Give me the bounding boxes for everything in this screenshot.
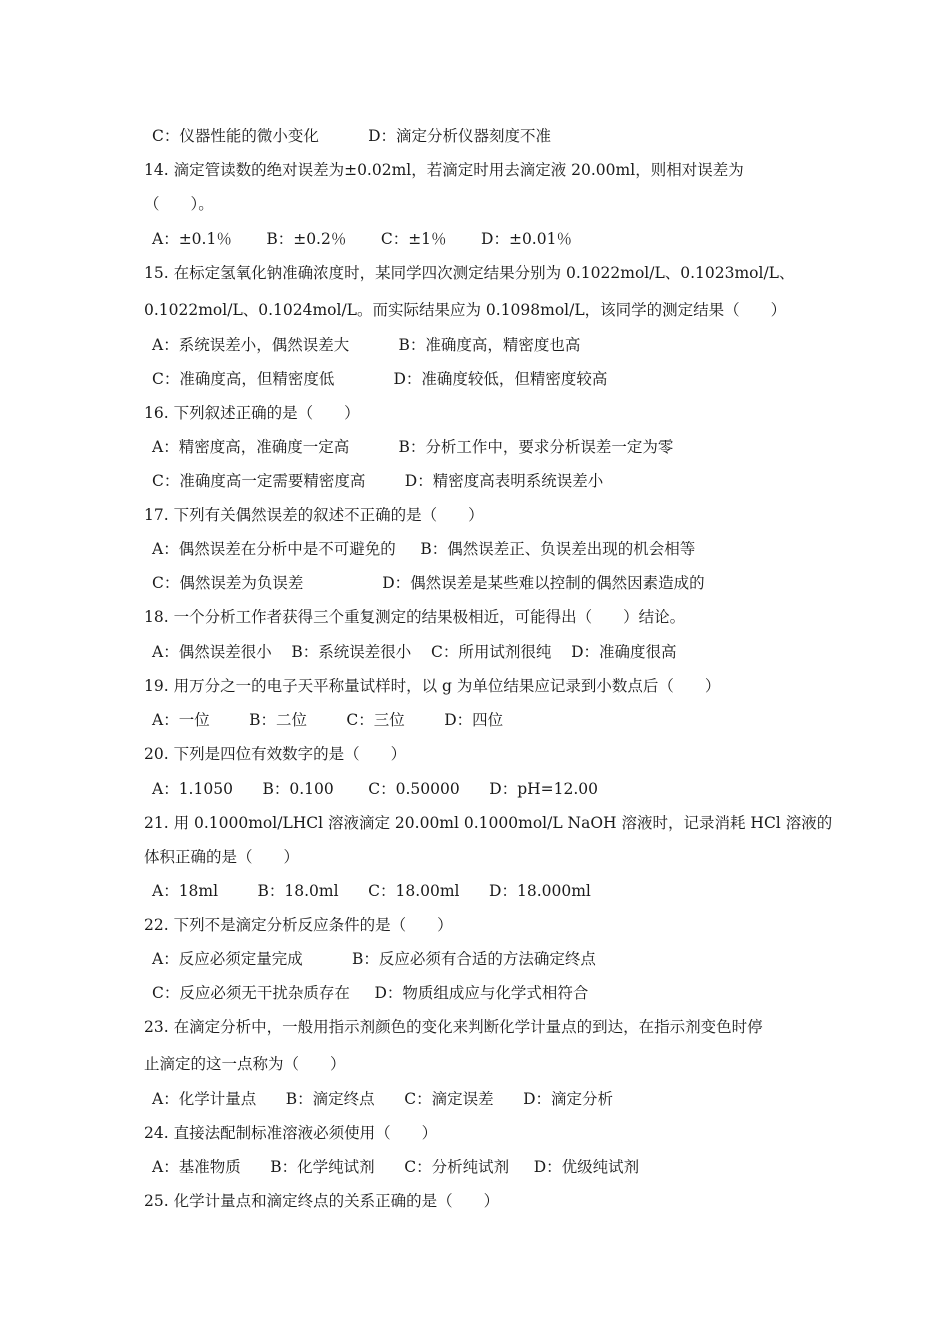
question-line: 14. 滴定管读数的绝对误差为±0.02ml，若滴定时用去滴定液 20.00ml，则相对误差为 <box>144 161 744 179</box>
question-line: 17. 下列有关偶然误差的叙述不正确的是（ ） <box>144 506 484 524</box>
option-line: A：一位 B：二位 C：三位 D：四位 <box>152 711 504 729</box>
question-line: 16. 下列叙述正确的是（ ） <box>144 404 360 422</box>
option-line: C：仪器性能的微小变化 D：滴定分析仪器刻度不准 <box>152 127 552 145</box>
option-line: A：18ml B：18.0ml C：18.00ml D：18.000ml <box>152 882 591 900</box>
question-continuation: 0.1022mol/L、0.1024mol/L。而实际结果应为 0.1098mol/L，该同学的测定结果（ ） <box>144 301 787 319</box>
question-line: 21. 用 0.1000mol/LHCl 溶液滴定 20.00ml 0.1000mol/L NaOH 溶液时，记录消耗 HCl 溶液的 <box>144 814 833 832</box>
question-continuation: （ ）。 <box>144 195 214 213</box>
question-line: 18. 一个分析工作者获得三个重复测定的结果极相近，可能得出（ ）结论。 <box>144 608 686 626</box>
question-continuation: 止滴定的这一点称为（ ） <box>144 1055 346 1073</box>
option-line: A：偶然误差很小 B：系统误差很小 C：所用试剂很纯 D：准确度很高 <box>152 643 677 661</box>
option-line: C：准确度高，但精密度低 D：准确度较低，但精密度较高 <box>152 370 608 388</box>
option-line: A：精密度高，准确度一定高 B：分析工作中，要求分析误差一定为零 <box>152 438 674 456</box>
option-line: C：偶然误差为负误差 D：偶然误差是某些难以控制的偶然因素造成的 <box>152 574 705 592</box>
question-continuation: 体积正确的是（ ） <box>144 848 300 866</box>
question-line: 25. 化学计量点和滴定终点的关系正确的是（ ） <box>144 1192 500 1210</box>
option-line: C：准确度高一定需要精密度高 D：精密度高表明系统误差小 <box>152 472 604 490</box>
option-line: C：反应必须无干扰杂质存在 D：物质组成应与化学式相符合 <box>152 984 589 1002</box>
question-line: 22. 下列不是滴定分析反应条件的是（ ） <box>144 916 453 934</box>
question-line: 23. 在滴定分析中，一般用指示剂颜色的变化来判断化学计量点的到达，在指示剂变色时停 <box>144 1018 763 1036</box>
option-line: A：反应必须定量完成 B：反应必须有合适的方法确定终点 <box>152 950 596 968</box>
option-line: A：系统误差小，偶然误差大 B：准确度高，精密度也高 <box>152 336 581 354</box>
question-line: 19. 用万分之一的电子天平称量试样时，以 g 为单位结果应记录到小数点后（ ） <box>144 677 721 695</box>
question-line: 20. 下列是四位有效数字的是（ ） <box>144 745 407 763</box>
option-line: A：±0.1％ B：±0.2％ C：±1％ D：±0.01％ <box>152 230 572 248</box>
option-line: A：化学计量点 B：滴定终点 C：滴定误差 D：滴定分析 <box>152 1090 614 1108</box>
option-line: A：基准物质 B：化学纯试剂 C：分析纯试剂 D：优级纯试剂 <box>152 1158 640 1176</box>
option-line: A：1.1050 B：0.100 C：0.50000 D：pH=12.00 <box>152 780 598 798</box>
question-line: 15. 在标定氢氧化钠准确浓度时，某同学四次测定结果分别为 0.1022mol/L、0.1023mol/L、 <box>144 264 795 282</box>
question-line: 24. 直接法配制标准溶液必须使用（ ） <box>144 1124 438 1142</box>
option-line: A：偶然误差在分析中是不可避免的 B：偶然误差正、负误差出现的机会相等 <box>152 540 696 558</box>
